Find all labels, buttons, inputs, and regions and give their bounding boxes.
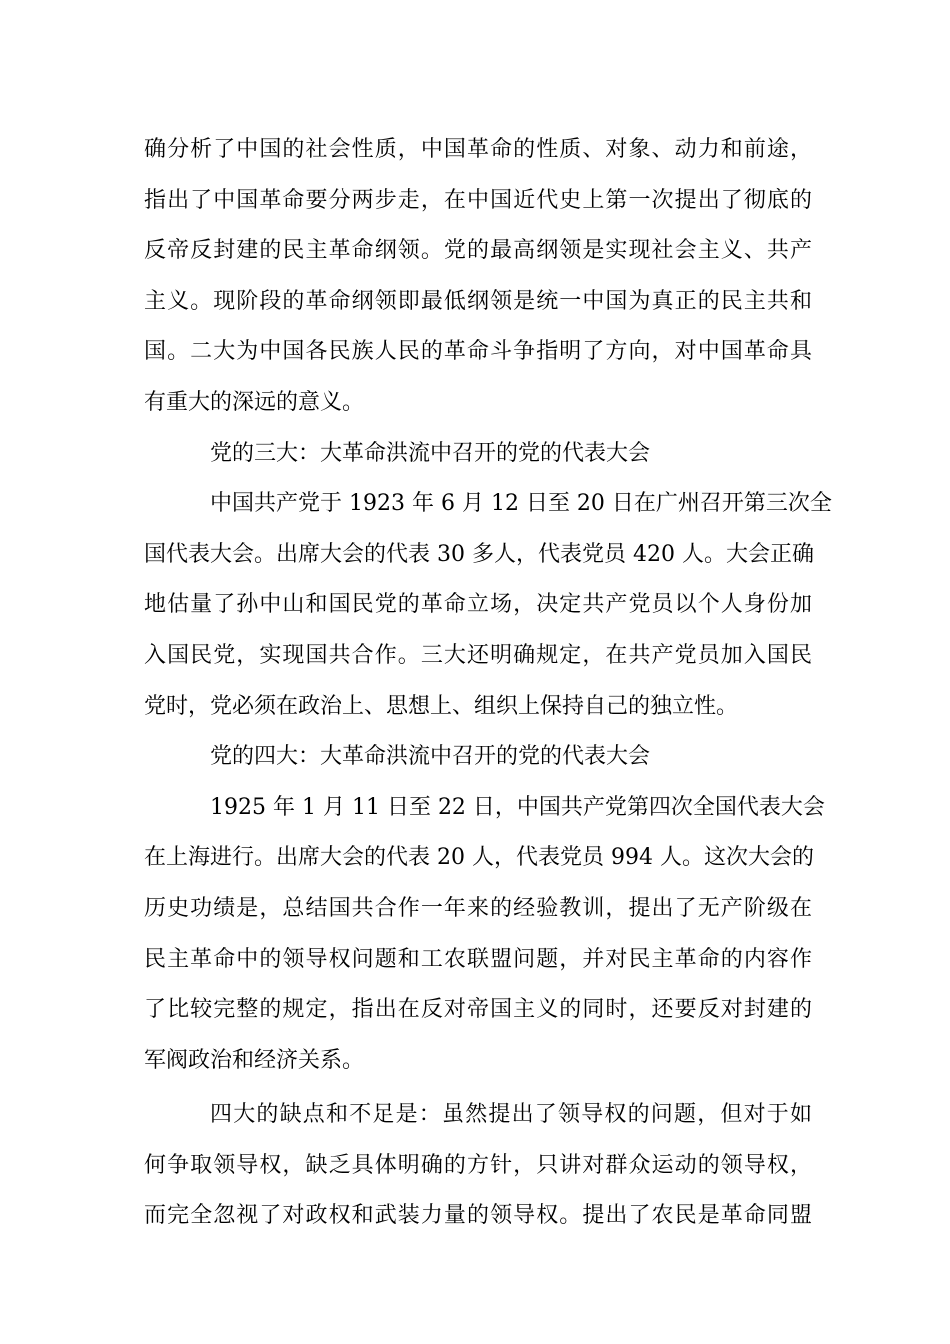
text-line: 国。二大为中国各民族人民的革命斗争指明了方向，对中国革命具 <box>144 339 812 365</box>
text-line: 1925 年 1 月 11 日至 22 日，中国共产党第四次全国代表大会 <box>210 794 825 820</box>
text-line: 在上海进行。出席大会的代表 20 人，代表党员 994 人。这次大会的 <box>144 845 814 871</box>
document-page <box>144 125 832 1242</box>
paragraph-fourth-congress-shortcomings <box>144 1090 812 1242</box>
text-line: 地估量了孙中山和国民党的革命立场，决定共产党员以个人身份加 <box>144 592 812 618</box>
text-line: 国代表大会。出席大会的代表 30 多人，代表党员 420 人。大会正确 <box>144 541 814 567</box>
text-line: 主义。现阶段的革命纲领即最低纲领是统一中国为真正的民主共和 <box>144 288 812 314</box>
paragraph-fourth-congress <box>144 783 825 1087</box>
text-line: 军阀政治和经济关系。 <box>144 1047 365 1073</box>
heading-fourth-congress <box>144 732 812 783</box>
text-line: 四大的缺点和不足是：虽然提出了领导权的问题，但对于如 <box>210 1102 812 1128</box>
section-heading: 党的四大：大革命洪流中召开的党的代表大会 <box>210 744 651 770</box>
text-line: 了比较完整的规定，指出在反对帝国主义的同时，还要反对封建的 <box>144 997 812 1023</box>
text-line: 确分析了中国的社会性质，中国革命的性质、对象、动力和前途， <box>144 137 812 162</box>
text-line: 民主革命中的领导权问题和工农联盟问题，并对民主革命的内容作 <box>144 946 812 972</box>
text-line: 有重大的深远的意义。 <box>144 389 365 415</box>
text-line: 反帝反封建的民主革命纲领。党的最高纲领是实现社会主义、共产 <box>144 238 812 264</box>
paragraph-second-congress-continued <box>144 125 812 429</box>
text-line: 党时，党必须在政治上、思想上、组织上保持自己的独立性。 <box>144 693 739 719</box>
heading-third-congress <box>144 429 812 480</box>
text-line: 何争取领导权，缺乏具体明确的方针，只讲对群众运动的领导权， <box>144 1152 812 1178</box>
section-heading: 党的三大：大革命洪流中召开的党的代表大会 <box>210 440 651 466</box>
text-line: 中国共产党于 1923 年 6 月 12 日至 20 日在广州召开第三次全 <box>210 491 832 517</box>
text-line: 而完全忽视了对政权和武装力量的领导权。提出了农民是革命同盟 <box>144 1203 812 1229</box>
paragraph-third-congress <box>144 479 832 732</box>
text-line: 入国民党，实现国共合作。三大还明确规定，在共产党员加入国民 <box>144 642 812 668</box>
text-line: 历史功绩是，总结国共合作一年来的经验教训，提出了无产阶级在 <box>144 895 812 921</box>
text-line: 指出了中国革命要分两步走，在中国近代史上第一次提出了彻底的 <box>144 187 812 213</box>
